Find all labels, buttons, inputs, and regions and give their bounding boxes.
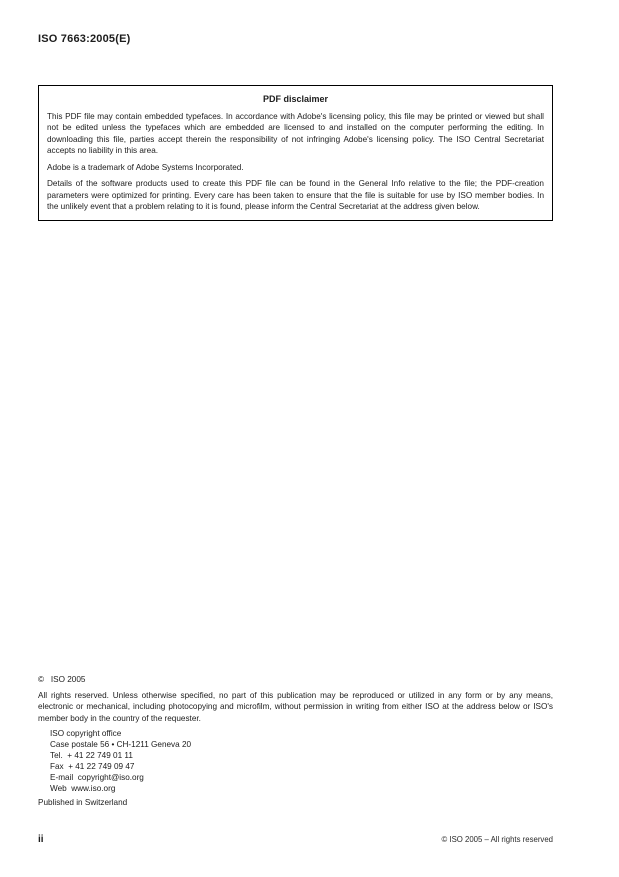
page-footer bbox=[38, 834, 553, 845]
disclaimer-paragraph: Details of the software products used to create this PDF file can be found in the General Info relative to the file; the PDF-creation parameters were optimized for printing. Every care has been taken to ensure that the file is suitable for use by ISO member bodies. In the unlikely event that a problem relating to it is found, please inform the Central Secretariat at the address given below. bbox=[47, 179, 544, 212]
disclaimer-paragraph: Adobe is a trademark of Adobe Systems Incorporated. bbox=[47, 162, 244, 172]
published-in-line: Published in Switzerland bbox=[38, 797, 128, 807]
address-line-web: Web www.iso.org bbox=[50, 783, 116, 793]
address-line-fax: Fax + 41 22 749 09 47 bbox=[50, 761, 135, 771]
copyright-notice: © ISO 2005 bbox=[38, 675, 86, 684]
address-line-email: E-mail copyright@iso.org bbox=[50, 772, 144, 782]
document-number: ISO 7663:2005(E) bbox=[38, 33, 131, 45]
address-line-postal: Case postale 56 • CH-1211 Geneva 20 bbox=[50, 739, 192, 749]
footer-copyright-text: © ISO 2005 – All rights reserved bbox=[441, 835, 553, 844]
disclaimer-paragraph: This PDF file may contain embedded typefaces. In accordance with Adobe's licensing policy, this file may be printed or viewed but shall not be edited unless the typefaces which are embedded are licensed to and installed on the computer performing the editing. In downloading this file, parties accept therein the responsibility of not infringing Adobe's licensing policy. The ISO Central Secretariat accepts no liability in this area. bbox=[47, 112, 544, 155]
pdf-disclaimer-box bbox=[38, 85, 553, 221]
iso-address-block bbox=[50, 727, 553, 794]
address-line-tel: Tel. + 41 22 749 01 11 bbox=[50, 750, 133, 760]
disclaimer-title: PDF disclaimer bbox=[262, 94, 329, 104]
copyright-section bbox=[38, 674, 553, 808]
footer-page-number: ii bbox=[38, 834, 44, 845]
address-line-office: ISO copyright office bbox=[50, 728, 122, 738]
copyright-body-text: All rights reserved. Unless otherwise specified, no part of this publication may be reproduced or utilized in any form or by any means, electronic or mechanical, including photocopying and microfilm, without permission in writing from either ISO at the address below or ISO's member body in the country of the requester. bbox=[38, 691, 553, 723]
